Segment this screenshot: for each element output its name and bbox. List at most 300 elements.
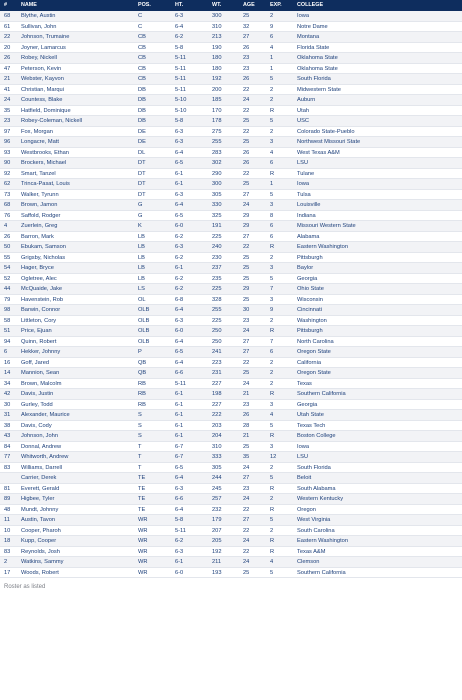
- player-position: WR: [138, 517, 148, 523]
- table-row: [0, 263, 462, 274]
- table-row: [0, 22, 462, 33]
- player-name: Ogletree, Alec: [21, 275, 57, 282]
- player-experience: R: [270, 548, 275, 555]
- col-number-header: #: [4, 2, 7, 8]
- player-name: Walker, Tyrunn: [21, 191, 59, 198]
- player-name: Kupp, Cooper: [21, 538, 57, 544]
- player-position: TE: [138, 506, 146, 513]
- player-weight: 302: [212, 160, 222, 166]
- player-position: DB: [138, 107, 146, 114]
- player-age: 25: [243, 265, 250, 271]
- player-college: Oregon State: [297, 370, 331, 376]
- player-height: 5-11: [175, 380, 186, 387]
- player-name: Smart, Tanzel: [21, 170, 56, 177]
- player-experience: 5: [270, 475, 274, 481]
- player-position: S: [138, 422, 142, 429]
- player-number: 4: [4, 223, 8, 229]
- table-row: [0, 484, 462, 495]
- player-name: Sullivan, John: [21, 23, 57, 30]
- player-number: 73: [4, 191, 11, 198]
- player-age: 26: [243, 44, 250, 51]
- col-weight-header: WT.: [212, 2, 222, 8]
- player-name: Everett, Gerald: [21, 485, 60, 492]
- player-age: 29: [243, 212, 250, 219]
- player-age: 22: [243, 170, 250, 177]
- player-position: WR: [138, 559, 148, 565]
- player-weight: 180: [212, 55, 222, 61]
- player-height: 6-1: [175, 422, 184, 429]
- player-age: 27: [243, 517, 250, 523]
- player-name: Johnson, John: [21, 433, 58, 439]
- player-number: 68: [4, 202, 11, 208]
- player-name: Mannion, Sean: [21, 370, 60, 376]
- player-college: South Florida: [297, 76, 331, 82]
- player-position: CB: [138, 34, 146, 40]
- player-college: South Florida: [297, 464, 331, 471]
- player-weight: 310: [212, 23, 222, 30]
- player-position: T: [138, 464, 142, 471]
- player-height: 6-3: [175, 13, 184, 19]
- player-weight: 257: [212, 496, 222, 502]
- player-age: 27: [243, 233, 250, 240]
- player-position: DT: [138, 170, 146, 177]
- player-position: OLB: [138, 338, 150, 345]
- player-weight: 191: [212, 223, 222, 229]
- player-position: DB: [138, 86, 146, 93]
- player-position: CB: [138, 65, 146, 72]
- player-number: 30: [4, 401, 11, 408]
- player-age: 22: [243, 548, 250, 555]
- player-height: 6-8: [175, 296, 184, 303]
- player-experience: R: [270, 107, 275, 114]
- player-age: 22: [243, 244, 250, 250]
- player-position: P: [138, 349, 142, 355]
- player-name: Zuerlein, Greg: [21, 223, 58, 229]
- player-weight: 275: [212, 128, 222, 135]
- player-number: 26: [4, 55, 11, 61]
- player-age: 25: [243, 181, 250, 187]
- player-position: CB: [138, 76, 146, 82]
- player-experience: 3: [270, 265, 274, 271]
- player-height: 6-0: [175, 569, 184, 576]
- table-row: [0, 557, 462, 568]
- player-position: DT: [138, 191, 146, 198]
- player-height: 6-2: [175, 538, 184, 544]
- col-experience-header: EXP.: [270, 2, 282, 8]
- player-college: Cincinnati: [297, 307, 322, 313]
- player-name: Quinn, Robert: [21, 338, 57, 345]
- player-position: RB: [138, 380, 146, 387]
- player-position: DE: [138, 139, 146, 145]
- player-number: 43: [4, 433, 11, 439]
- player-weight: 305: [212, 464, 222, 471]
- table-row: [0, 505, 462, 516]
- player-number: 23: [4, 118, 11, 124]
- player-number: 58: [4, 317, 11, 324]
- player-weight: 241: [212, 349, 222, 355]
- player-age: 25: [243, 13, 250, 19]
- player-weight: 204: [212, 433, 222, 439]
- player-weight: 330: [212, 202, 222, 208]
- player-position: LB: [138, 244, 145, 250]
- player-number: 41: [4, 86, 11, 93]
- player-experience: R: [270, 391, 275, 397]
- player-number: 6: [4, 349, 8, 355]
- player-experience: 4: [270, 559, 274, 565]
- player-weight: 250: [212, 328, 222, 334]
- player-position: WR: [138, 538, 148, 544]
- player-height: 6-1: [175, 391, 184, 397]
- player-age: 24: [243, 380, 250, 387]
- player-name: Reynolds, Josh: [21, 548, 60, 555]
- col-position-header: POS.: [138, 2, 151, 8]
- player-weight: 213: [212, 34, 222, 40]
- player-position: C: [138, 13, 143, 19]
- table-row: [0, 452, 462, 463]
- player-experience: 5: [270, 517, 274, 523]
- player-experience: 7: [270, 286, 274, 292]
- player-position: S: [138, 412, 142, 418]
- player-name: Havenstein, Rob: [21, 296, 64, 303]
- table-row: [0, 368, 462, 379]
- player-college: Florida State: [297, 44, 330, 51]
- player-experience: 4: [270, 44, 274, 51]
- player-number: 93: [4, 149, 11, 156]
- player-height: 6-2: [175, 34, 184, 40]
- table-row: [0, 536, 462, 547]
- player-weight: 223: [212, 359, 222, 366]
- player-number: 42: [4, 391, 11, 397]
- player-number: 84: [4, 443, 11, 450]
- player-height: 6-2: [175, 275, 184, 282]
- player-name: Countess, Blake: [21, 97, 63, 103]
- player-experience: R: [270, 328, 275, 334]
- player-college: Louisville: [297, 202, 321, 208]
- player-age: 22: [243, 107, 250, 114]
- player-number: 97: [4, 128, 11, 135]
- player-name: Donnal, Andrew: [21, 443, 62, 450]
- table-row: [0, 253, 462, 264]
- player-college: Iowa: [297, 443, 310, 450]
- table-row: [0, 200, 462, 211]
- player-height: 6-4: [175, 202, 184, 208]
- player-name: Davis, Justin: [21, 391, 54, 397]
- table-row: [0, 242, 462, 253]
- player-number: 98: [4, 307, 11, 313]
- player-position: LB: [138, 254, 145, 261]
- table-row: [0, 116, 462, 127]
- player-age: 25: [243, 254, 250, 261]
- table-footer-note: Roster as listed: [4, 584, 46, 590]
- player-experience: 12: [270, 454, 277, 460]
- table-row: [0, 137, 462, 148]
- player-number: 11: [4, 517, 10, 523]
- player-experience: 4: [270, 412, 274, 418]
- table-row: [0, 295, 462, 306]
- player-weight: 178: [212, 118, 222, 124]
- player-number: 62: [4, 181, 11, 187]
- player-height: 6-4: [175, 23, 184, 30]
- player-college: Southern California: [297, 391, 346, 397]
- player-age: 27: [243, 191, 250, 198]
- player-weight: 310: [212, 443, 222, 450]
- player-age: 25: [243, 443, 250, 450]
- player-height: 6-3: [175, 548, 184, 555]
- player-age: 24: [243, 328, 250, 334]
- table-row: [0, 221, 462, 232]
- table-row: [0, 148, 462, 159]
- player-position: TE: [138, 485, 146, 492]
- table-row: [0, 305, 462, 316]
- player-experience: 3: [270, 202, 274, 208]
- player-height: 5-8: [175, 517, 184, 523]
- player-weight: 290: [212, 170, 222, 177]
- player-age: 25: [243, 275, 250, 282]
- player-name: Hatfield, Dominique: [21, 107, 71, 114]
- player-name: Johnson, Trumaine: [21, 34, 70, 40]
- player-number: 81: [4, 485, 11, 492]
- player-height: 6-7: [175, 443, 184, 450]
- player-position: DT: [138, 160, 146, 166]
- player-position: CB: [138, 55, 146, 61]
- player-college: Southern California: [297, 569, 346, 576]
- col-college-header: COLLEGE: [297, 2, 324, 8]
- player-number: 18: [4, 538, 11, 544]
- player-height: 6-0: [175, 328, 184, 334]
- player-weight: 328: [212, 296, 222, 303]
- player-position: G: [138, 212, 143, 219]
- player-college: LSU: [297, 454, 309, 460]
- player-experience: 2: [270, 254, 274, 261]
- player-name: Woods, Robert: [21, 569, 59, 576]
- player-college: Ohio State: [297, 286, 324, 292]
- player-college: Iowa: [297, 13, 310, 19]
- player-height: 6-4: [175, 359, 184, 366]
- player-number: 31: [4, 412, 11, 418]
- player-college: Clemson: [297, 559, 320, 565]
- table-row: [0, 127, 462, 138]
- player-age: 25: [243, 118, 250, 124]
- player-age: 29: [243, 286, 250, 292]
- player-weight: 244: [212, 475, 222, 481]
- table-row: [0, 274, 462, 285]
- player-number: 35: [4, 107, 11, 114]
- player-name: Hager, Bryce: [21, 265, 54, 271]
- player-position: DB: [138, 118, 146, 124]
- player-number: 21: [4, 76, 11, 82]
- player-college: Indiana: [297, 212, 316, 219]
- player-college: Texas Tech: [297, 422, 326, 429]
- player-experience: 9: [270, 307, 274, 313]
- player-college: Texas A&M: [297, 548, 326, 555]
- player-college: West Texas A&M: [297, 149, 340, 156]
- table-row: [0, 32, 462, 43]
- player-number: 83: [4, 464, 11, 471]
- player-experience: 5: [270, 422, 274, 429]
- player-age: 27: [243, 475, 250, 481]
- player-experience: 2: [270, 370, 274, 376]
- player-experience: 6: [270, 223, 274, 229]
- table-row: [0, 442, 462, 453]
- player-weight: 180: [212, 65, 222, 72]
- player-experience: 3: [270, 401, 274, 408]
- player-position: DT: [138, 181, 146, 187]
- player-number: 52: [4, 275, 11, 282]
- player-weight: 232: [212, 506, 222, 513]
- player-age: 25: [243, 139, 250, 145]
- player-experience: 2: [270, 464, 274, 471]
- player-height: 6-3: [175, 139, 184, 145]
- table-row: [0, 515, 462, 526]
- player-weight: 333: [212, 454, 222, 460]
- player-weight: 237: [212, 265, 222, 271]
- table-row: [0, 463, 462, 474]
- player-height: 5-11: [175, 527, 186, 534]
- player-number: 79: [4, 296, 11, 303]
- player-number: 22: [4, 34, 11, 40]
- player-college: Oregon: [297, 506, 316, 513]
- player-name: McQuaide, Jake: [21, 286, 63, 292]
- player-experience: 2: [270, 13, 274, 19]
- player-name: Robey-Coleman, Nickell: [21, 118, 83, 124]
- player-college: West Virginia: [297, 517, 331, 523]
- player-experience: 6: [270, 160, 274, 166]
- player-number: 14: [4, 370, 11, 376]
- player-experience: 1: [270, 55, 274, 61]
- player-experience: 3: [270, 443, 274, 450]
- table-row: [0, 43, 462, 54]
- player-college: Texas: [297, 380, 312, 387]
- player-height: 6-1: [175, 559, 184, 565]
- player-position: LB: [138, 233, 145, 240]
- player-experience: 6: [270, 34, 274, 40]
- player-number: 47: [4, 65, 11, 72]
- player-age: 23: [243, 485, 250, 492]
- player-number: 44: [4, 286, 11, 292]
- player-college: Georgia: [297, 401, 318, 408]
- player-weight: 227: [212, 380, 222, 387]
- table-row: [0, 190, 462, 201]
- player-college: Wisconsin: [297, 296, 323, 303]
- player-name: Fox, Morgan: [21, 128, 53, 135]
- player-name: Goff, Jared: [21, 359, 50, 366]
- player-position: WR: [138, 548, 148, 555]
- table-row: [0, 526, 462, 537]
- player-experience: 6: [270, 349, 274, 355]
- player-age: 24: [243, 559, 250, 565]
- player-height: 6-1: [175, 265, 184, 271]
- table-row: [0, 95, 462, 106]
- player-age: 21: [243, 391, 250, 397]
- player-weight: 200: [212, 86, 222, 93]
- player-height: 6-1: [175, 433, 184, 439]
- player-weight: 170: [212, 107, 222, 114]
- player-college: Missouri Western State: [297, 223, 356, 229]
- player-experience: 2: [270, 86, 274, 93]
- player-number: 26: [4, 233, 11, 240]
- player-number: 94: [4, 338, 11, 345]
- player-position: TE: [138, 475, 146, 481]
- player-weight: 300: [212, 13, 222, 19]
- player-position: DL: [138, 149, 146, 156]
- player-college: Utah: [297, 107, 310, 114]
- player-height: 5-11: [175, 76, 186, 82]
- player-height: 6-4: [175, 307, 184, 313]
- player-position: DE: [138, 128, 146, 135]
- player-weight: 225: [212, 286, 222, 292]
- col-name-header: NAME: [21, 2, 37, 8]
- player-name: Joyner, Lamarcus: [21, 44, 66, 51]
- table-row: [0, 400, 462, 411]
- player-name: Gurley, Todd: [21, 401, 53, 408]
- player-height: 6-4: [175, 475, 184, 481]
- player-college: Georgia: [297, 275, 318, 282]
- player-age: 24: [243, 538, 250, 544]
- player-height: 6-3: [175, 191, 184, 198]
- player-height: 6-2: [175, 233, 184, 240]
- player-position: QB: [138, 359, 147, 366]
- player-height: 5-10: [175, 107, 187, 114]
- player-height: 6-0: [175, 223, 184, 229]
- player-weight: 185: [212, 97, 222, 103]
- player-experience: 5: [270, 191, 274, 198]
- player-number: 76: [4, 212, 11, 219]
- player-name: Carrier, Derek: [21, 475, 57, 481]
- player-weight: 227: [212, 401, 222, 408]
- player-number: 55: [4, 254, 11, 261]
- table-body: [0, 11, 462, 578]
- player-age: 25: [243, 569, 250, 576]
- player-height: 6-6: [175, 370, 184, 376]
- player-number: 2: [4, 559, 8, 565]
- player-name: Littleton, Cory: [21, 317, 57, 324]
- player-college: Pittsburgh: [297, 328, 323, 334]
- player-age: 22: [243, 506, 250, 513]
- player-position: QB: [138, 370, 147, 376]
- player-college: Montana: [297, 34, 320, 40]
- player-experience: 1: [270, 181, 274, 187]
- table-row: [0, 64, 462, 75]
- player-college: California: [297, 359, 322, 366]
- player-height: 6-5: [175, 212, 184, 219]
- table-row: [0, 53, 462, 64]
- player-height: 6-4: [175, 506, 184, 513]
- table-row: [0, 85, 462, 96]
- player-age: 23: [243, 65, 250, 72]
- player-name: Ebukam, Samson: [21, 244, 66, 250]
- player-weight: 235: [212, 275, 222, 282]
- player-number: 20: [4, 44, 11, 51]
- player-weight: 283: [212, 149, 222, 156]
- player-college: Alabama: [297, 233, 320, 240]
- player-position: OL: [138, 296, 146, 303]
- player-weight: 245: [212, 485, 222, 492]
- player-height: 6-5: [175, 349, 184, 355]
- player-college: Eastern Washington: [297, 244, 349, 250]
- player-height: 5-10: [175, 97, 187, 103]
- col-age-header: AGE: [243, 2, 255, 8]
- player-experience: 2: [270, 380, 274, 387]
- player-weight: 190: [212, 44, 222, 51]
- player-weight: 198: [212, 391, 222, 397]
- table-row: [0, 347, 462, 358]
- player-name: Watkins, Sammy: [21, 559, 64, 565]
- player-weight: 255: [212, 307, 222, 313]
- player-position: OLB: [138, 317, 150, 324]
- player-height: 5-11: [175, 65, 186, 72]
- player-height: 5-11: [175, 86, 186, 93]
- player-name: Cooper, Pharoh: [21, 527, 61, 534]
